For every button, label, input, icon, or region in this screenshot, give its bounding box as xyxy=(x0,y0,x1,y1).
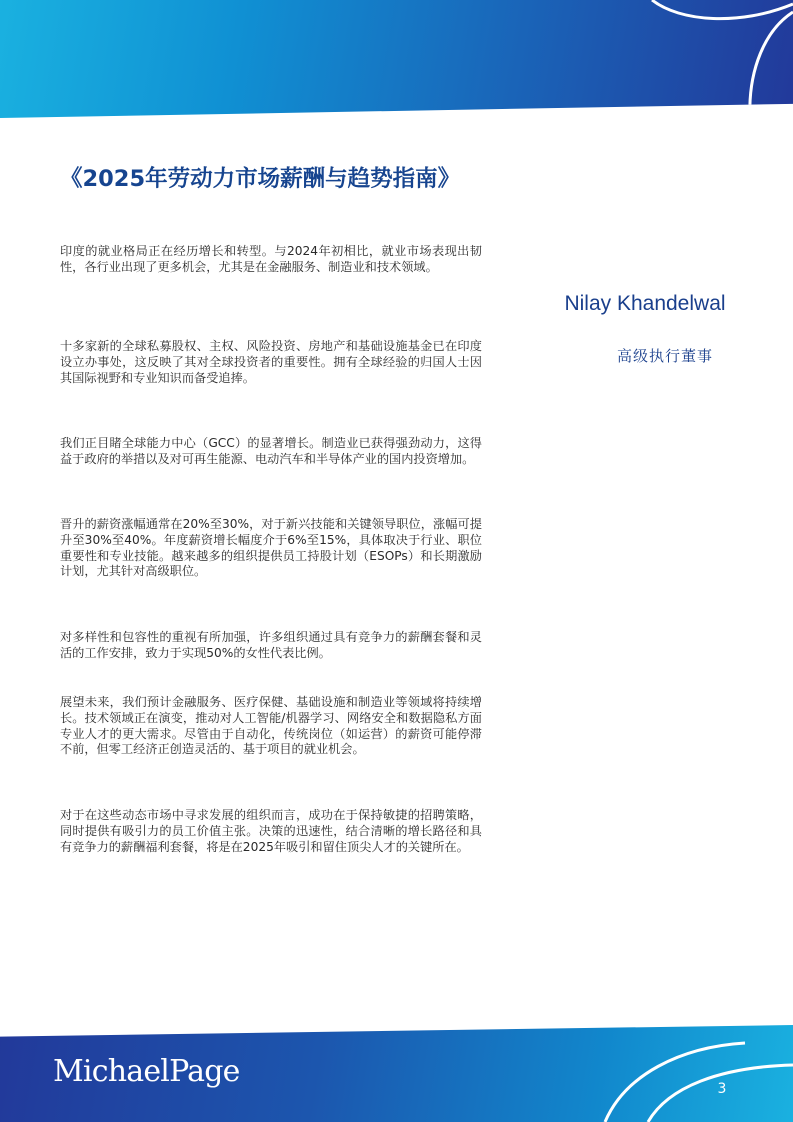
paragraph-conclusion: 对于在这些动态市场中寻求发展的组织而言，成功在于保持敏捷的招聘策略，同时提供有吸引力的员工价值主张。决策的迅速性，结合清晰的增长路径和具有竞争力的薪酬福利套餐，将是在2025年吸引和留住顶尖人才的关键所在。 xyxy=(60,808,482,854)
paragraph-diversity: 对多样性和包容性的重视有所加强，许多组织通过具有竞争力的薪酬套餐和灵活的工作安排，致力于实现50%的女性代表比例。 xyxy=(60,630,482,660)
author-role: 高级执行董事 xyxy=(616,347,713,365)
page-number: 3 xyxy=(717,1081,727,1097)
header-band xyxy=(0,0,793,118)
paragraph-gcc: 我们正目睹全球能力中心（GCC）的显著增长。制造业已获得强劲动力，这得益于政府的举措以及对可再生能源、电动汽车和半导体产业的国内投资增加。 xyxy=(60,436,482,466)
paragraph-funds: 十多家新的全球私募股权、主权、风险投资、房地产和基础设施基金已在印度设立办事处，这反映了其对全球投资者的重要性。拥有全球经验的归国人士因其国际视野和专业知识而备受追捧。 xyxy=(60,339,482,385)
author-name: Nilay Khandelwal xyxy=(564,292,726,315)
michael-page-logo: MichaelPage xyxy=(53,1054,240,1089)
paragraph-salary: 晋升的薪资涨幅通常在20%至30%，对于新兴技能和关键领导职位，涨幅可提升至30%至40%。年度薪资增长幅度介于6%至15%，具体取决于行业、职位重要性和专业技能。越来越多的组织提供员工持股计划（ESOPs）和长期激励计划，尤其针对高级职位。 xyxy=(60,517,482,579)
paragraph-outlook: 展望未来，我们预计金融服务、医疗保健、基础设施和制造业等领域将持续增长。技术领域正在演变，推动对人工智能/机器学习、网络安全和数据隐私方面专业人才的更大需求。尽管由于自动化，传统岗位（如运营）的薪资可能停滞不前，但零工经济正创造灵活的、基于项目的就业机会。 xyxy=(60,695,482,757)
paragraph-intro: 印度的就业格局正在经历增长和转型。与2024年初相比，就业市场表现出韧性，各行业出现了更多机会，尤其是在金融服务、制造业和技术领域。 xyxy=(60,244,482,274)
header-arc-decoration xyxy=(0,0,793,118)
document-title: 《2025年劳动力市场薪酬与趋势指南》 xyxy=(60,166,461,192)
